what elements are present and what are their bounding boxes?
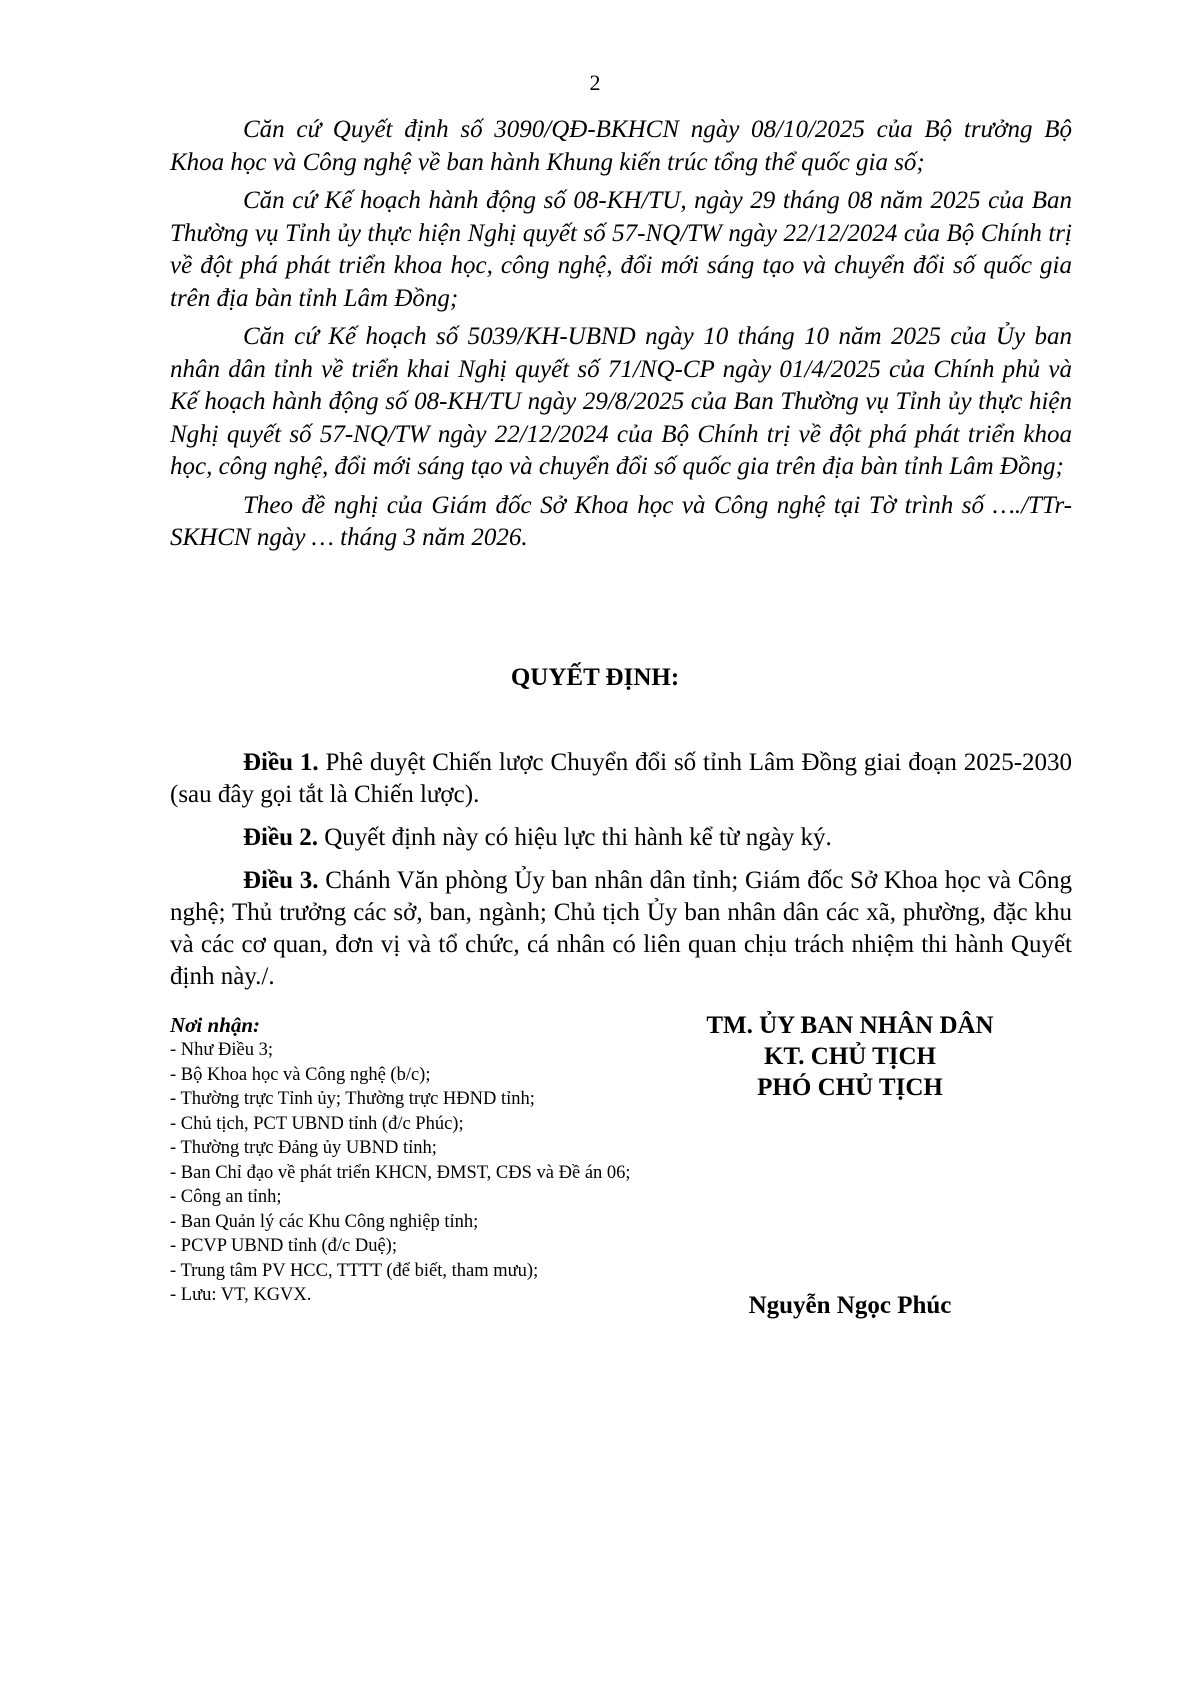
recipients-block [170, 1013, 640, 1308]
signature-line-3: PHÓ CHỦ TỊCH [757, 1074, 943, 1101]
signature-line-1: TM. ỦY BAN NHÂN DÂN [706, 1012, 994, 1039]
signature-block [650, 1010, 1050, 1103]
recipient-item: - Như Điều 3; [170, 1040, 274, 1060]
article-label: Điều 1. [243, 749, 319, 776]
article-3 [170, 865, 1072, 993]
article-2 [170, 822, 1072, 854]
recipient-item: - Lưu: VT, KGVX. [170, 1285, 312, 1305]
recipients-title: Nơi nhận: [170, 1013, 261, 1037]
article-label: Điều 2. [243, 824, 318, 851]
recipients-list [170, 1038, 640, 1308]
preamble [170, 114, 1072, 561]
article-text: Phê duyệt Chiến lược Chuyển đổi số tỉnh Lâm Đồng giai đoạn 2025-2030 (sau đây gọi tắt là Chiến lược). [170, 749, 1073, 808]
recipient-item: - Thường trực Đảng ủy UBND tỉnh; [170, 1138, 437, 1158]
preamble-paragraph: Theo đề nghị của Giám đốc Sở Khoa học và Công nghệ tại Tờ trình số …./TTr-SKHCN ngày … tháng 3 năm 2026. [170, 491, 1072, 551]
article-1 [170, 747, 1072, 811]
recipient-item: - Trung tâm PV HCC, TTTT (để biết, tham mưu); [170, 1260, 539, 1281]
preamble-paragraph: Căn cứ Kế hoạch số 5039/KH-UBND ngày 10 tháng 10 năm 2025 của Ủy ban nhân dân tỉnh về triển khai Nghị quyết số 71/NQ-CP ngày 01/4/2025 của Chính phủ và Kế hoạch hành động số 08-KH/TU ngày 29/8/2025 của Ban Thường vụ Tỉnh ủy thực hiện Nghị quyết số 57-NQ/TW ngày 22/12/2024 của Bộ Chính trị về đột phá phát triển khoa học, công nghệ, đổi mới sáng tạo và chuyển đổi số quốc gia trên địa bàn tỉnh Lâm Đồng; [170, 323, 1072, 480]
article-text: Quyết định này có hiệu lực thi hành kể từ ngày ký. [324, 824, 832, 851]
recipient-item: - Công an tỉnh; [170, 1187, 282, 1207]
preamble-paragraph: Căn cứ Quyết định số 3090/QĐ-BKHCN ngày 08/10/2025 của Bộ trưởng Bộ Khoa học và Công nghệ về ban hành Khung kiến trúc tổng thể quốc gia số; [170, 116, 1072, 176]
decision-heading: QUYẾT ĐỊNH: [510, 664, 680, 691]
article-label: Điều 3. [243, 867, 319, 894]
recipient-item: - Chủ tịch, PCT UBND tỉnh (đ/c Phúc); [170, 1113, 464, 1134]
articles [170, 747, 1072, 1004]
recipient-item: - Ban Chỉ đạo về phát triển KHCN, ĐMST, CĐS và Đề án 06; [170, 1162, 631, 1183]
signature-line-2: KT. CHỦ TỊCH [763, 1043, 937, 1070]
recipient-item: - Bộ Khoa học và Công nghệ (b/c); [170, 1064, 431, 1085]
signer-name: Nguyễn Ngọc Phúc [748, 1292, 952, 1319]
recipient-item: - PCVP UBND tỉnh (đ/c Duệ); [170, 1236, 397, 1256]
page-number: 2 [589, 70, 601, 95]
recipient-item: - Thường trực Tỉnh ủy; Thường trực HĐND tỉnh; [170, 1089, 535, 1109]
recipient-item: - Ban Quản lý các Khu Công nghiệp tỉnh; [170, 1211, 479, 1232]
preamble-paragraph: Căn cứ Kế hoạch hành động số 08-KH/TU, ngày 29 tháng 08 năm 2025 của Ban Thường vụ Tỉnh ủy thực hiện Nghị quyết số 57-NQ/TW ngày 22/12/2024 của Bộ Chính trị về đột phá phát triển khoa học, công nghệ, đổi mới sáng tạo và chuyển đổi số quốc gia trên địa bàn tỉnh Lâm Đồng; [170, 187, 1072, 312]
article-text: Chánh Văn phòng Ủy ban nhân dân tỉnh; Giám đốc Sở Khoa học và Công nghệ; Thủ trưởng các sở, ban, ngành; Chủ tịch Ủy ban nhân dân các xã, phường, đặc khu và các cơ quan, đơn vị và tổ chức, cá nhân có liên quan chịu trách nhiệm thi hành Quyết định này./. [170, 867, 1073, 990]
